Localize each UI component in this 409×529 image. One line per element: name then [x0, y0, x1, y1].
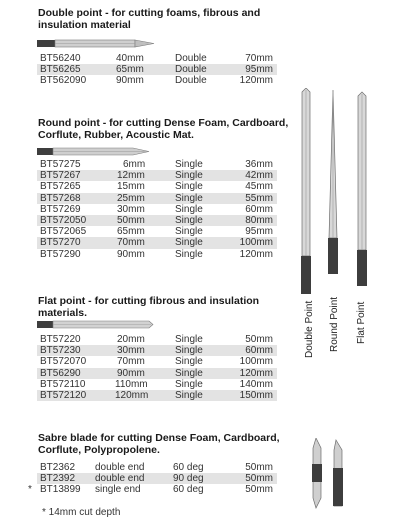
table-row: BT2392 double end 90 deg 50mm [37, 473, 277, 484]
double-point-table [37, 53, 277, 87]
double-point-blade-image [37, 37, 157, 49]
sabre-blade-single-end [333, 440, 343, 506]
sabre-blades-image [306, 438, 356, 510]
table-row: BT57265 15mm Single 45mm [40, 181, 273, 193]
table-row: BT562090 90mm Double 120mm [40, 75, 273, 87]
sabre-blade-double-end [312, 438, 322, 508]
table-row: BT57275 6mm Single 36mm [40, 159, 273, 170]
label-flat-point: Flat Point [356, 301, 367, 344]
double-point-vertical-blade [301, 88, 311, 294]
flat-point-blade-image [37, 318, 157, 330]
table-row: BT57220 20mm Single 50mm [40, 334, 273, 345]
round-point-table [37, 159, 277, 260]
section-title-flat-point: Flat point - for cutting fibrous and insulation materials. [38, 295, 260, 319]
table-row: BT57268 25mm Single 55mm [37, 193, 277, 204]
flat-point-vertical-blade [357, 92, 367, 286]
round-point-vertical-blade [328, 90, 338, 274]
vertical-blades-image [288, 88, 384, 298]
section-title-round-point: Round point - for cutting Dense Foam, Cardboard, Corflute, Rubber, Acoustic Mat. [38, 117, 289, 141]
sabre-blade-table [28, 462, 277, 496]
table-row: BT57230 30mm Single 60mm [37, 345, 277, 356]
section-title-sabre-blade: Sabre blade for cutting Dense Foam, Cardboard, Corflute, Polypropolene. [38, 432, 280, 456]
table-row: BT56290 90mm Single 120mm [37, 368, 277, 379]
label-round-point: Round Point [329, 296, 340, 352]
label-double-point: Double Point [304, 300, 315, 358]
table-row: BT57267 12mm Single 42mm [37, 170, 277, 181]
footnote: * 14mm cut depth [42, 507, 121, 518]
table-row: BT572065 65mm Single 95mm [40, 226, 273, 238]
asterisk-marker: * [28, 484, 32, 496]
table-row: * BT13899 single end 60 deg 50mm [28, 484, 273, 496]
table-row: BT572050 50mm Single 80mm [37, 215, 277, 226]
table-row: BT572070 70mm Single 100mm [40, 356, 273, 368]
flat-point-table [37, 334, 277, 401]
table-row: BT56265 65mm Double 95mm [37, 64, 277, 75]
round-point-blade-image [37, 145, 152, 157]
table-row: BT57269 30mm Single 60mm [40, 203, 273, 215]
table-row: BT57270 70mm Single 100mm [37, 237, 277, 248]
table-row: BT572110 110mm Single 140mm [40, 378, 273, 390]
table-row: BT57290 90mm Single 120mm [40, 248, 273, 260]
table-row: BT56240 40mm Double 70mm [40, 53, 273, 64]
table-row: BT2362 double end 60 deg 50mm [40, 462, 273, 473]
table-row: BT572120 120mm Single 150mm [37, 390, 277, 401]
section-title-double-point: Double point - for cutting foams, fibrous and insulation material [38, 7, 261, 31]
